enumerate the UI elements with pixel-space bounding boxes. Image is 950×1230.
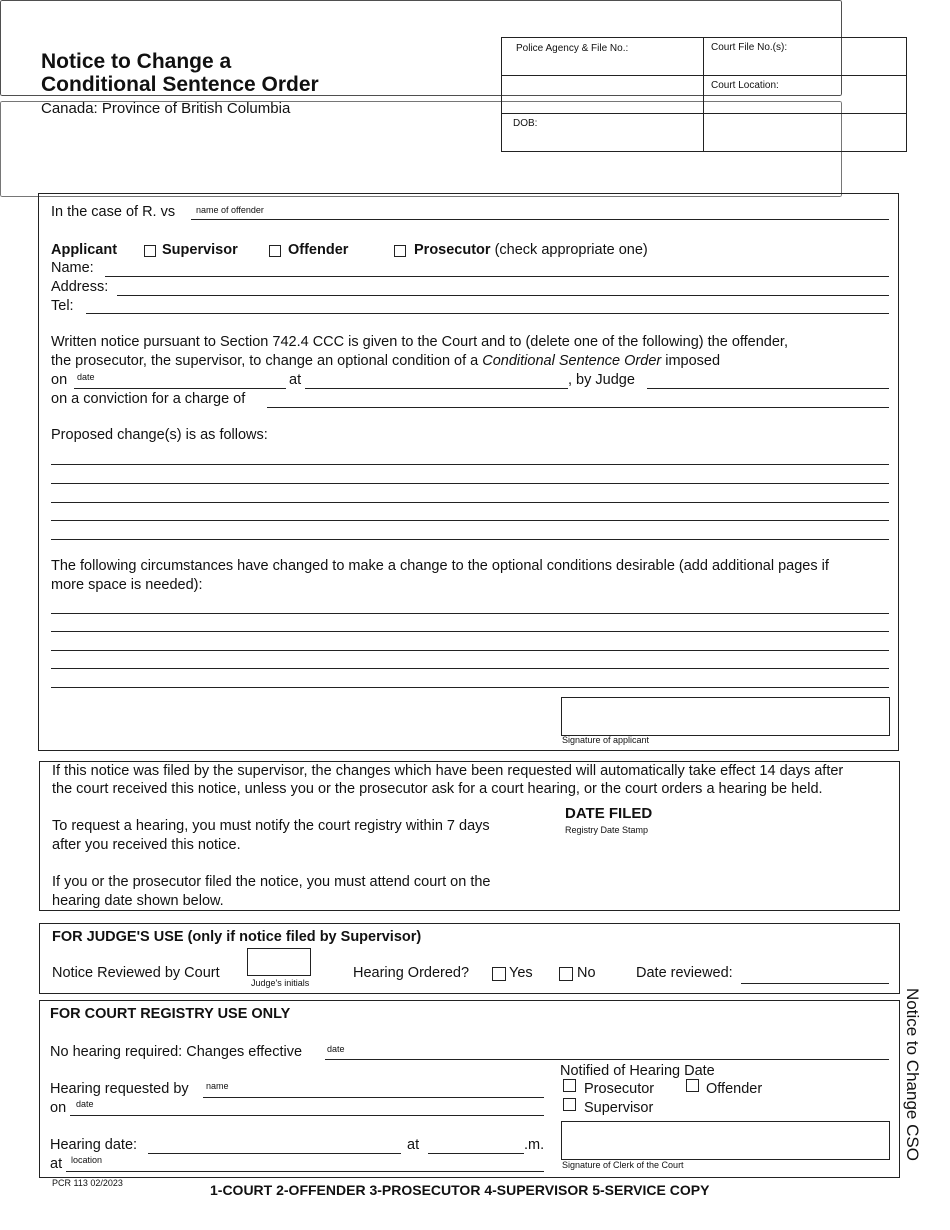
registry-stamp-label: Registry Date Stamp [565, 825, 649, 835]
name-line [105, 276, 889, 277]
info-p2-line-2: after you received this notice. [52, 837, 241, 853]
proposed-label: Proposed change(s) is as follows: [51, 427, 268, 443]
notified-supervisor-label: Supervisor [584, 1100, 654, 1116]
applicant-name-input[interactable] [110, 261, 885, 276]
applicant-label: Applicant [51, 242, 118, 258]
notice-reviewed-label: Notice Reviewed by Court [52, 965, 220, 981]
requester-name-input[interactable] [232, 1081, 540, 1096]
notice-line-1: Written notice pursuant to Section 742.4 CCC is given to the Court and to (delete one of the following) the offender, [51, 334, 788, 350]
proposed-line [51, 483, 889, 484]
conviction-label: on a conviction for a charge of [51, 391, 246, 407]
hearing-yes-label: Yes [509, 965, 533, 981]
tel-label: Tel: [51, 298, 74, 314]
court-file-label: Court File No.(s): [711, 42, 788, 53]
address-line [117, 295, 889, 296]
am-pm-label: .m. [524, 1137, 545, 1153]
clerk-signature-box[interactable] [561, 1121, 890, 1160]
circumstances-line-1: The following circumstances have changed to make a change to the optional conditions desirable (add additional pages if [51, 558, 829, 574]
info-p3-line-2: hearing date shown below. [52, 893, 224, 909]
offender-option: Offender [288, 242, 349, 258]
notified-prosecutor-checkbox[interactable] [563, 1079, 576, 1092]
applicant-row [51, 242, 117, 259]
dob-label: DOB: [513, 118, 538, 129]
hearing-yes-checkbox[interactable] [492, 967, 506, 981]
applicant-signature-label: Signature of applicant [562, 735, 650, 745]
police-agency-label: Police Agency & File No.: [516, 43, 629, 54]
title-line-1: Notice to Change a [41, 50, 232, 73]
hearing-date-line [148, 1153, 401, 1154]
imposed-date-input[interactable] [100, 373, 283, 388]
judge-initials-box[interactable] [247, 948, 311, 976]
circumstances-line [51, 687, 889, 688]
hearing-at-label: at [407, 1137, 420, 1153]
requested-on-label: on [50, 1100, 67, 1116]
court-location-label: Court Location: [711, 80, 779, 91]
hearing-ordered-label: Hearing Ordered? [353, 965, 470, 981]
imposed-location-line [305, 388, 568, 389]
hearing-no-checkbox[interactable] [559, 967, 573, 981]
clerk-signature-label: Signature of Clerk of the Court [562, 1160, 684, 1170]
notice-line-2b: imposed [661, 353, 721, 369]
hearing-no-label: No [577, 965, 596, 981]
judge-heading: FOR JUDGE'S USE (only if notice filed by Supervisor) [52, 929, 422, 945]
province-subtitle: Canada: Province of British Columbia [41, 100, 291, 117]
charge-input[interactable] [270, 392, 885, 407]
requested-date-line [70, 1115, 544, 1116]
prosecutor-option: Prosecutor [414, 242, 491, 258]
offender-name-line [191, 219, 889, 220]
court-location-input[interactable] [708, 94, 902, 110]
court-file-input[interactable] [708, 56, 902, 72]
imposed-location-input[interactable] [308, 373, 565, 388]
info-p1-line-1: If this notice was filed by the supervisor, the changes which have been requested will automatically take effect 14 days after [52, 763, 844, 779]
charge-line [267, 407, 889, 408]
prosecutor-checkbox[interactable] [394, 245, 406, 257]
proposed-line [51, 539, 889, 540]
at-label: at [289, 372, 302, 388]
police-agency-input[interactable] [506, 56, 698, 72]
registry-heading: FOR COURT REGISTRY USE ONLY [50, 1006, 291, 1022]
form-title [41, 50, 319, 96]
notice-line-2a: the prosecutor, the supervisor, to change an optional condition of a [51, 353, 483, 369]
judge-input[interactable] [650, 373, 886, 388]
hearing-time-line [428, 1153, 524, 1154]
judge-initials-label: Judge's initials [251, 978, 310, 988]
effective-date-line [325, 1059, 889, 1060]
supervisor-option: Supervisor [162, 242, 238, 258]
side-form-label: Notice to Change CSO [903, 988, 922, 1161]
info-p2-line-1: To request a hearing, you must notify the court registry within 7 days [52, 818, 490, 834]
dob-input[interactable] [506, 132, 698, 148]
location-hint: location [71, 1155, 103, 1165]
notified-supervisor-checkbox[interactable] [563, 1098, 576, 1111]
file-box-row-divider [501, 113, 907, 114]
location-line [66, 1171, 544, 1172]
address-label: Address: [51, 279, 109, 295]
date-hint: date [77, 372, 95, 382]
date-reviewed-line [741, 983, 889, 984]
name-label: Name: [51, 260, 94, 276]
date-filed-heading: DATE FILED [565, 805, 653, 822]
requested-date-hint: date [76, 1099, 94, 1109]
date-reviewed-label: Date reviewed: [636, 965, 733, 981]
copy-distribution: 1-COURT 2-OFFENDER 3-PROSECUTOR 4-SUPERVISOR 5-SERVICE COPY [210, 1182, 710, 1198]
circumstances-line-2: more space is needed): [51, 577, 203, 593]
requested-date-input[interactable] [100, 1099, 540, 1114]
notified-offender-checkbox[interactable] [686, 1079, 699, 1092]
file-box-divider [703, 37, 704, 152]
date-reviewed-input[interactable] [744, 967, 886, 982]
requester-name-hint: name [206, 1081, 229, 1091]
effective-date-input[interactable] [352, 1043, 885, 1058]
judge-line [647, 388, 889, 389]
file-box-row-divider [501, 75, 907, 76]
offender-checkbox[interactable] [269, 245, 281, 257]
hearing-requested-label: Hearing requested by [50, 1081, 189, 1097]
imposed-date-line [74, 388, 286, 389]
circumstances-line [51, 668, 889, 669]
hearing-date-label: Hearing date: [50, 1137, 138, 1153]
by-judge-label: , by Judge [568, 372, 635, 388]
circumstances-line [51, 613, 889, 614]
circumstances-line [51, 650, 889, 651]
case-label: In the case of R. vs [51, 204, 176, 220]
proposed-line [51, 520, 889, 521]
proposed-line [51, 502, 889, 503]
hearing-location-input[interactable] [108, 1155, 540, 1170]
hearing-date-input[interactable] [152, 1137, 398, 1152]
check-note: (check appropriate one) [494, 242, 648, 258]
effective-date-hint: date [327, 1044, 345, 1054]
form-id: PCR 113 02/2023 [52, 1178, 123, 1188]
circumstances-line [51, 631, 889, 632]
title-line-2: Conditional Sentence Order [41, 73, 319, 96]
cso-italic: Conditional Sentence Order [482, 353, 662, 369]
offender-name-input[interactable] [270, 203, 885, 218]
notice-line-2 [51, 353, 720, 370]
requester-name-line [203, 1097, 544, 1098]
notified-prosecutor-label: Prosecutor [584, 1081, 655, 1097]
hearing-time-input[interactable] [431, 1137, 521, 1152]
on-label: on [51, 372, 68, 388]
notified-heading: Notified of Hearing Date [560, 1063, 715, 1079]
tel-line [86, 313, 889, 314]
applicant-signature-box[interactable] [561, 697, 890, 736]
proposed-line [51, 464, 889, 465]
info-p1-line-2: the court received this notice, unless you or the prosecutor ask for a court hearing, or the court orders a hearing be held. [52, 781, 823, 797]
info-p3-line-1: If you or the prosecutor filed the notice, you must attend court on the [52, 874, 491, 890]
no-hearing-label: No hearing required: Changes effective [50, 1044, 303, 1060]
location-at-label: at [50, 1156, 63, 1172]
notified-offender-label: Offender [706, 1081, 763, 1097]
applicant-tel-input[interactable] [90, 298, 885, 313]
applicant-address-input[interactable] [122, 280, 885, 295]
offender-name-hint: name of offender [196, 205, 264, 215]
prosecutor-option-row [414, 242, 648, 259]
supervisor-checkbox[interactable] [144, 245, 156, 257]
